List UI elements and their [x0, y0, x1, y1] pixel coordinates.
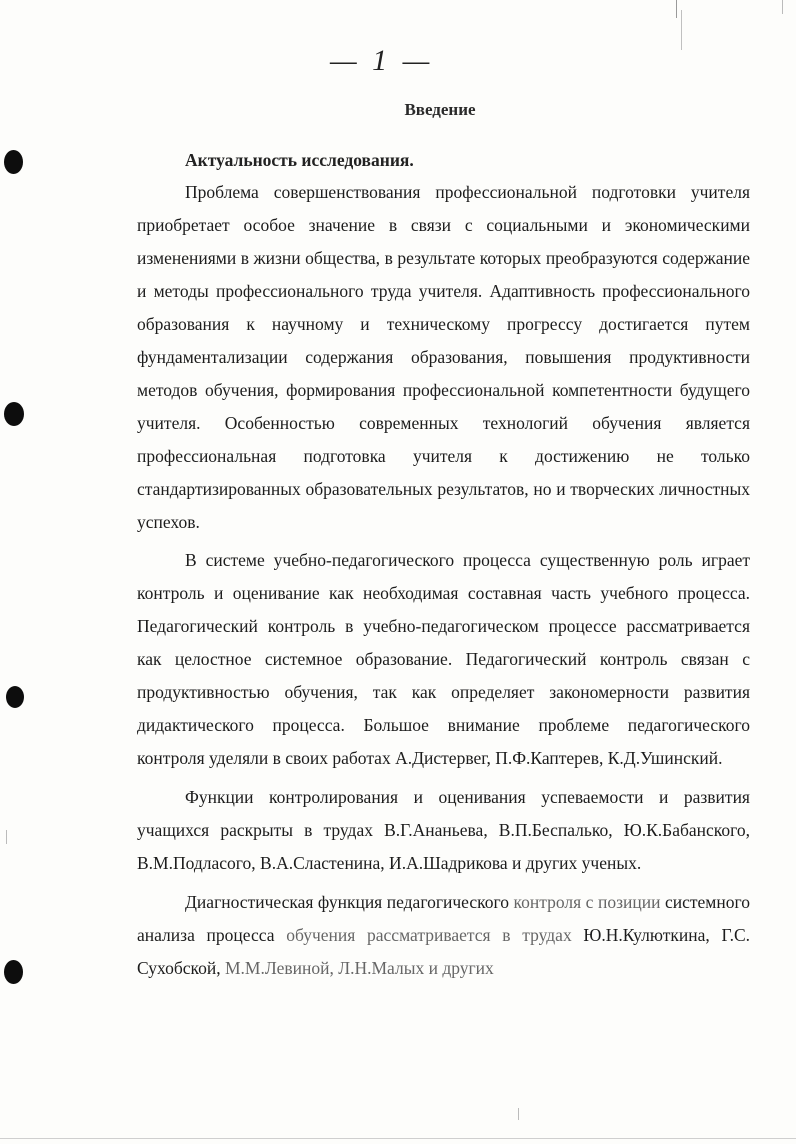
- margin-line: [676, 0, 677, 18]
- scan-tick: [782, 0, 783, 14]
- bottom-edge: [0, 1138, 796, 1139]
- page-title: Введение: [404, 100, 476, 119]
- scan-tick: [6, 830, 7, 844]
- paragraph: Проблема совершенствования профессиональной подготовки учителя приобретает особое значение в связи с социальными и экономическими изменениями в жизни общества, в результате которых преобразуются содержание и методы профессионального труда учителя. Адаптивность профессионального образования к научному и техническому прогрессу достигается путем фундаментализации содержания образования, повышения продуктивности методов обучения, формирования профессиональной компетентности будущего учителя. Особенностью современных технологий обучения является профессиональная подготовка учителя к достижению не только стандартизированных образовательных результатов, но и творческих личностных успехов.: [137, 182, 750, 532]
- faded-text-run: М.М.Левиной, Л.Н.Малых и других: [224, 957, 494, 978]
- margin-line: [681, 10, 682, 50]
- body-text: [137, 176, 750, 985]
- punch-hole: [4, 402, 24, 426]
- section-heading: Актуальность исследования.: [185, 150, 414, 170]
- faded-text-run: обучения рассматривается в трудах: [286, 924, 572, 945]
- text-run: Ю.Н.Кулюткина, Г.С. Сухобской,: [137, 924, 751, 978]
- text-run: Диагностическая функция педагогического: [185, 892, 514, 913]
- punch-hole: [6, 686, 24, 708]
- punch-hole: [4, 960, 23, 984]
- faded-text-run: контроля с позиции: [513, 892, 661, 913]
- punch-hole: [4, 150, 23, 174]
- text-run: системного анализа процесса: [137, 892, 750, 945]
- paragraph: В системе учебно-педагогического процесса существенную роль играет контроль и оценивание как необходимая составная часть учебного процесса. Педагогический контроль в учебно-педагогическом процессе рассматривается как целостное системное образование. Педагогический контроль связан с продуктивностью обучения, так как определяет закономерности развития дидактического процесса. Большое внимание проблеме педагогического контроля уделяли в своих работах А.Дистервег, П.Ф.Каптерев, К.Д.Ушинский.: [137, 550, 750, 769]
- page-number: — 1 —: [330, 44, 434, 77]
- paragraph-partial: [137, 886, 750, 985]
- paragraph: Функции контролирования и оценивания успеваемости и развития учащихся раскрыты в трудах В.Г.Ананьева, В.П.Беспалько, Ю.К.Бабанского, В.М.Подласого, В.А.Сластенина, И.А.Шадрикова и других ученых.: [137, 787, 750, 874]
- scan-tick: [518, 1108, 519, 1120]
